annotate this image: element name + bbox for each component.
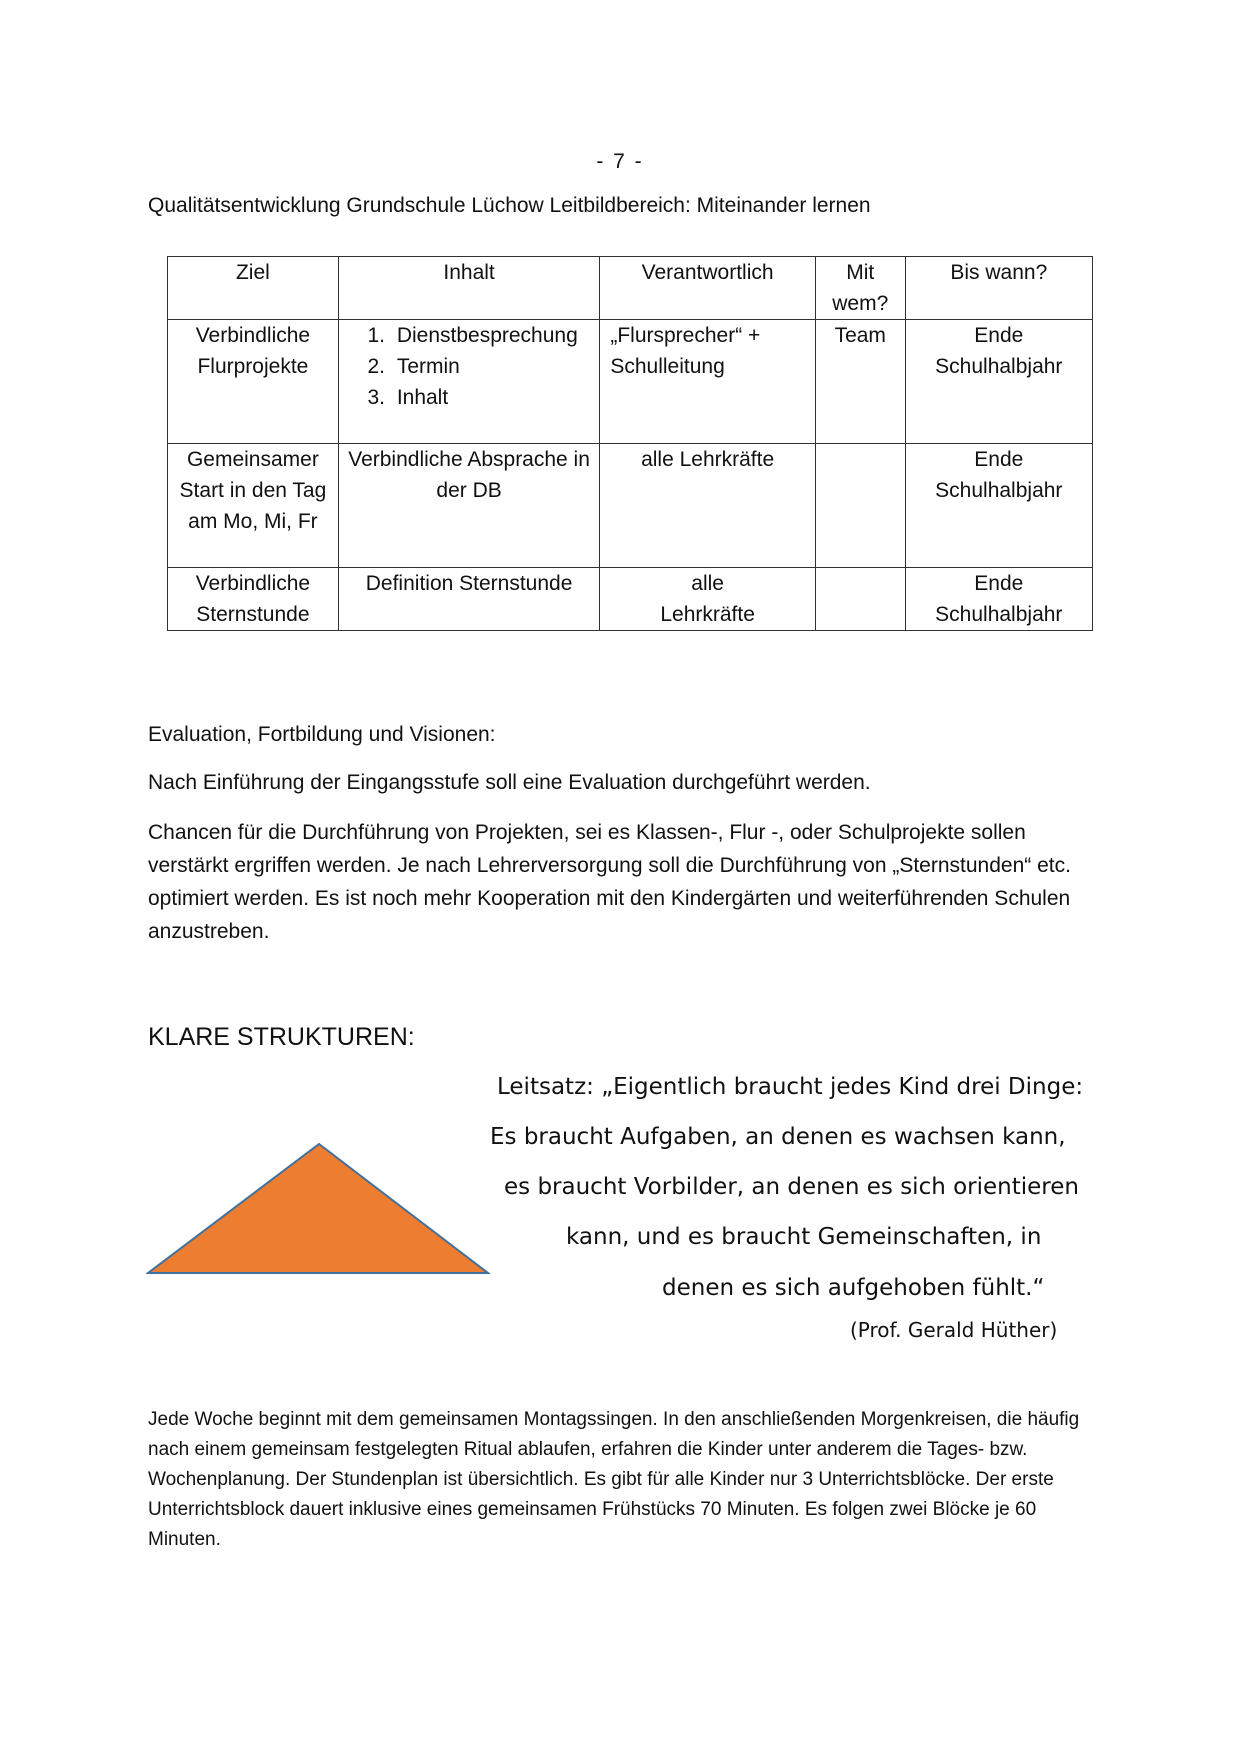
cell-ziel: Verbindliche Sternstunde <box>168 568 339 631</box>
body-paragraph: Jede Woche beginnt mit dem gemeinsamen Montagssingen. In den anschließenden Morgenkreisen, die häufig nach einem gemeinsam festgelegten Ritual ablaufen, erfahren die Kinder unter anderem die Tages- bzw. Wochenplanung. Der Stundenplan ist übersichtlich. Es gibt für alle Kinder nur 3 Unterrichtsblöcke. Der erste Unterrichtsblock dauert inklusive eines gemeinsamen Frühstücks 70 Minuten. Es folgen zwei Blöcke je 60 Minuten. <box>148 1409 1080 1550</box>
cell-bis-wann: Ende Schulhalbjahr <box>905 444 1092 568</box>
cell-verantwortlich: alle Lehrkräfte <box>600 444 816 568</box>
inhalt-list <box>343 320 596 413</box>
header-bis-wann: Bis wann? <box>905 257 1092 320</box>
klare-strukturen-heading: KLARE STRUKTUREN: <box>148 1023 415 1051</box>
table-header-row <box>168 257 1093 320</box>
quote-line: denen es sich aufgehoben fühlt.“ <box>662 1275 1045 1301</box>
quote-attribution: (Prof. Gerald Hüther) <box>850 1318 1058 1342</box>
quality-table <box>167 256 1093 631</box>
list-item: 2. Termin <box>391 351 596 382</box>
cell-bis-wann: Ende Schulhalbjahr <box>905 320 1092 444</box>
document-title: Qualitätsentwicklung Grundschule Lüchow Leitbildbereich: Miteinander lernen <box>148 194 871 217</box>
header-verantwortlich: Verantwortlich <box>600 257 816 320</box>
quote-line: kann, und es braucht Gemeinschaften, in <box>566 1224 1042 1250</box>
evaluation-paragraph-1: Nach Einführung der Eingangsstufe soll eine Evaluation durchgeführt werden. <box>148 771 871 794</box>
triangle-shape <box>146 1140 492 1276</box>
cell-ziel: Gemeinsamer Start in den Tag am Mo, Mi, Fr <box>168 444 339 568</box>
table-row <box>168 444 1093 568</box>
cell-bis-wann: Ende Schulhalbjahr <box>905 568 1092 631</box>
page-number: - 7 - <box>596 150 644 173</box>
quote-line: es braucht Vorbilder, an denen es sich orientieren <box>504 1174 1079 1200</box>
list-item: 3. Inhalt <box>391 382 596 413</box>
cell-mit-wem: Team <box>815 320 905 444</box>
header-inhalt: Inhalt <box>338 257 600 320</box>
header-mit-wem: Mit wem? <box>815 257 905 320</box>
cell-verantwortlich: alle Lehrkräfte <box>600 568 816 631</box>
cell-ziel: Verbindliche Flurprojekte <box>168 320 339 444</box>
evaluation-heading: Evaluation, Fortbildung und Visionen: <box>148 723 496 746</box>
quote-line: Es braucht Aufgaben, an denen es wachsen kann, <box>490 1124 1066 1150</box>
quote-line: Leitsatz: „Eigentlich braucht jedes Kind drei Dinge: <box>497 1074 1084 1100</box>
cell-inhalt: Verbindliche Absprache in der DB <box>338 444 600 568</box>
cell-inhalt: Definition Sternstunde <box>338 568 600 631</box>
list-item: 1. Dienstbesprechung <box>391 320 596 351</box>
cell-inhalt <box>338 320 600 444</box>
cell-mit-wem <box>815 444 905 568</box>
cell-mit-wem <box>815 568 905 631</box>
cell-verantwortlich: „Flursprecher“ + Schulleitung <box>600 320 816 444</box>
header-ziel: Ziel <box>168 257 339 320</box>
table-row <box>168 568 1093 631</box>
evaluation-paragraph-2: Chancen für die Durchführung von Projekten, sei es Klassen-, Flur -, oder Schulprojekte sollen verstärkt ergriffen werden. Je nach Lehrerversorgung soll die Durchführung von „Sternstunden“ etc. optimiert werden. Es ist noch mehr Kooperation mit den Kindergärten und weiterführenden Schulen anzustreben. <box>148 821 1071 943</box>
triangle-icon <box>148 1144 488 1273</box>
table-row <box>168 320 1093 444</box>
